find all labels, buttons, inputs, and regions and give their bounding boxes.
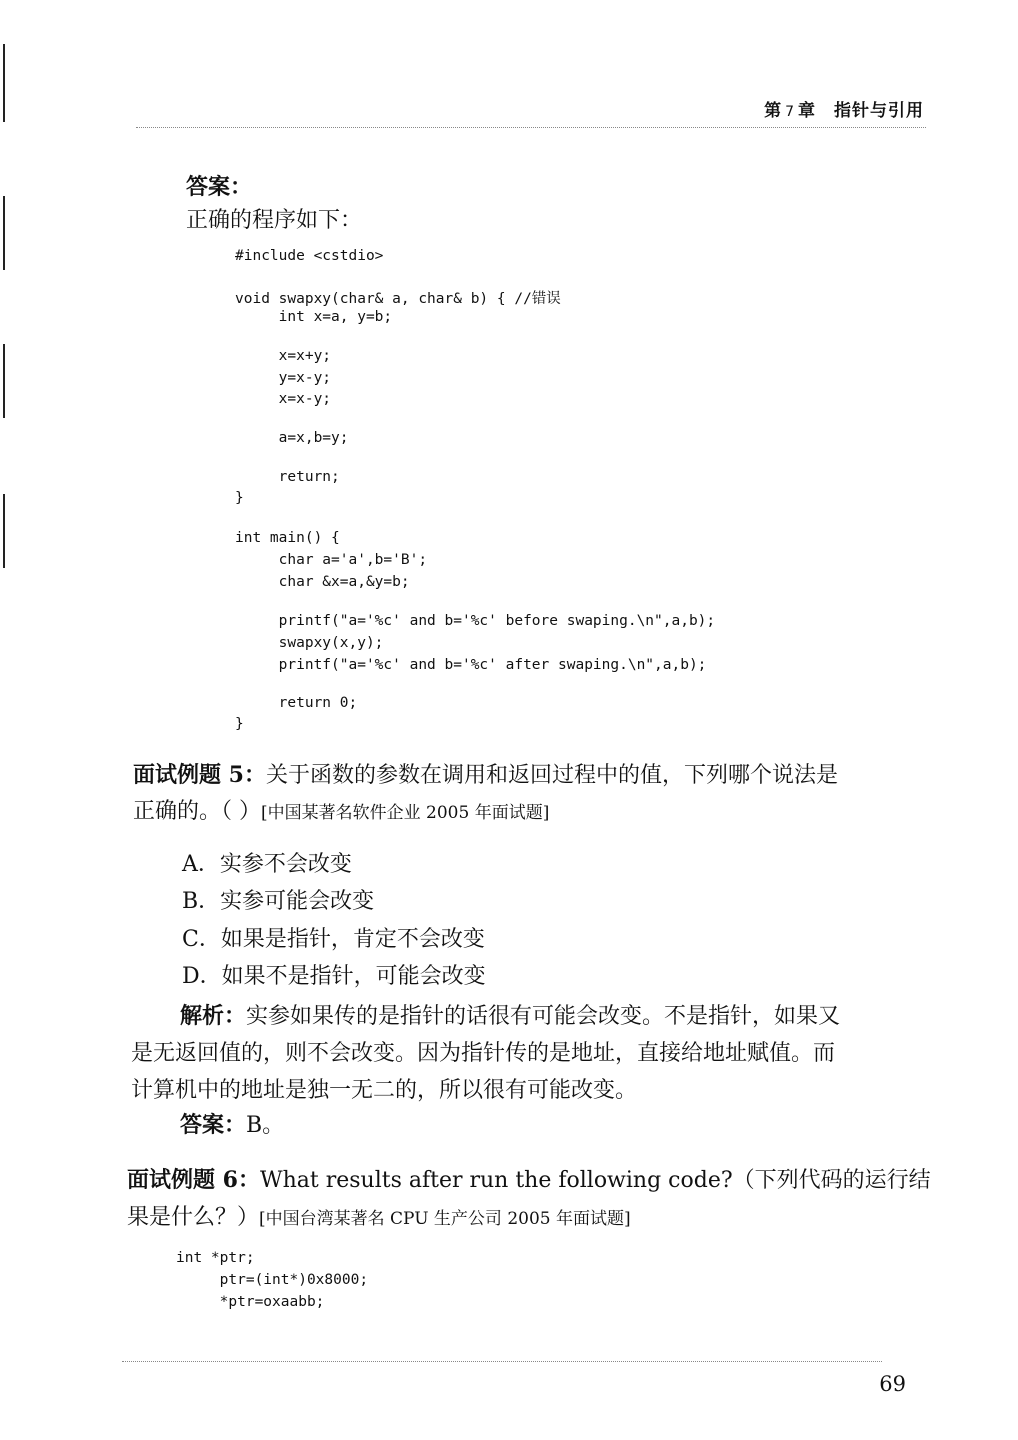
question5-source: [中国某著名软件企业 2005 年面试题] — [261, 803, 550, 823]
question5-label: 面试例题 5： — [133, 762, 266, 788]
question5-line2 — [133, 797, 549, 828]
code-line: #include <cstdio> — [235, 248, 384, 264]
option-d: D．如果不是指针，可能会改变 — [182, 964, 486, 989]
scan-margin-mark — [3, 494, 5, 568]
question5-answer-value: B。 — [246, 1113, 285, 1138]
code-line: printf("a='%c' and b='%c' before swaping.\n",a,b); — [235, 613, 716, 629]
code-line: printf("a='%c' and b='%c' after swaping.\n",a,b); — [235, 657, 707, 673]
question6-text-cont: 果是什么？） — [127, 1205, 260, 1230]
question5-answer — [180, 1110, 284, 1141]
header-divider — [136, 127, 926, 128]
question6-text: What results after run the following code?（下列代码的运行结 — [259, 1168, 931, 1193]
chapter-prefix: 第 — [764, 101, 783, 121]
question6-source: [中国台湾某著名 CPU 生产公司 2005 年面试题] — [259, 1209, 631, 1229]
option-b: B．实参可能会改变 — [182, 889, 375, 914]
code-line: int *ptr; — [176, 1250, 255, 1266]
code-line: y=x-y; — [235, 370, 332, 386]
page-number: 69 — [879, 1372, 906, 1396]
question5-answer-label: 答案： — [180, 1112, 247, 1138]
code-line: ptr=(int*)0x8000; — [176, 1272, 369, 1288]
chapter-title: 指针与引用 — [834, 101, 924, 121]
analysis-line2: 是无返回值的，则不会改变。因为指针传的是地址，直接给地址赋值。而 — [131, 1041, 836, 1066]
scan-margin-mark — [3, 196, 5, 270]
question5-text: 关于函数的参数在调用和返回过程中的值，下列哪个说法是 — [265, 763, 838, 788]
code-line: x=x-y; — [235, 391, 332, 407]
question6-label: 面试例题 6： — [127, 1167, 260, 1193]
footer-divider — [122, 1361, 882, 1362]
question6-line2 — [127, 1203, 631, 1234]
page-header — [764, 96, 924, 121]
code-line: int main() { — [235, 530, 340, 546]
analysis-line1 — [180, 1001, 840, 1032]
code-line: x=x+y; — [235, 348, 332, 364]
question5-line1 — [133, 760, 838, 791]
code-line: return 0; — [235, 695, 358, 711]
chapter-number: 7 — [785, 104, 795, 120]
analysis-line3: 计算机中的地址是独一无二的，所以很有可能改变。 — [131, 1078, 638, 1103]
code-line: char a='a',b='B'; — [235, 552, 428, 568]
option-c: C．如果是指针，肯定不会改变 — [182, 927, 485, 952]
code-line: char &x=a,&y=b; — [235, 574, 410, 590]
answer-label: 答案： — [186, 174, 253, 200]
code-line: } — [235, 490, 244, 506]
code-line: return; — [235, 469, 340, 485]
code-line: int x=a, y=b; — [235, 309, 393, 325]
code-line: a=x,b=y; — [235, 430, 349, 446]
chapter-suffix: 章 — [798, 101, 816, 121]
code-line: } — [235, 716, 244, 732]
question5-text-cont: 正确的。（ ） — [133, 799, 261, 824]
scan-margin-mark — [3, 344, 5, 418]
analysis-label: 解析： — [180, 1003, 247, 1029]
code-line: *ptr=oxaabb; — [176, 1294, 325, 1310]
answer-intro-text: 正确的程序如下： — [186, 208, 363, 233]
code-line: swapxy(x,y); — [235, 635, 384, 651]
analysis-text: 实参如果传的是指针的话很有可能会改变。不是指针，如果又 — [246, 1004, 841, 1029]
code-line: void swapxy(char& a, char& b) { //错误 — [235, 291, 561, 307]
scan-margin-mark — [3, 44, 5, 122]
question6-line1 — [127, 1165, 931, 1196]
option-a: A．实参不会改变 — [182, 852, 352, 877]
